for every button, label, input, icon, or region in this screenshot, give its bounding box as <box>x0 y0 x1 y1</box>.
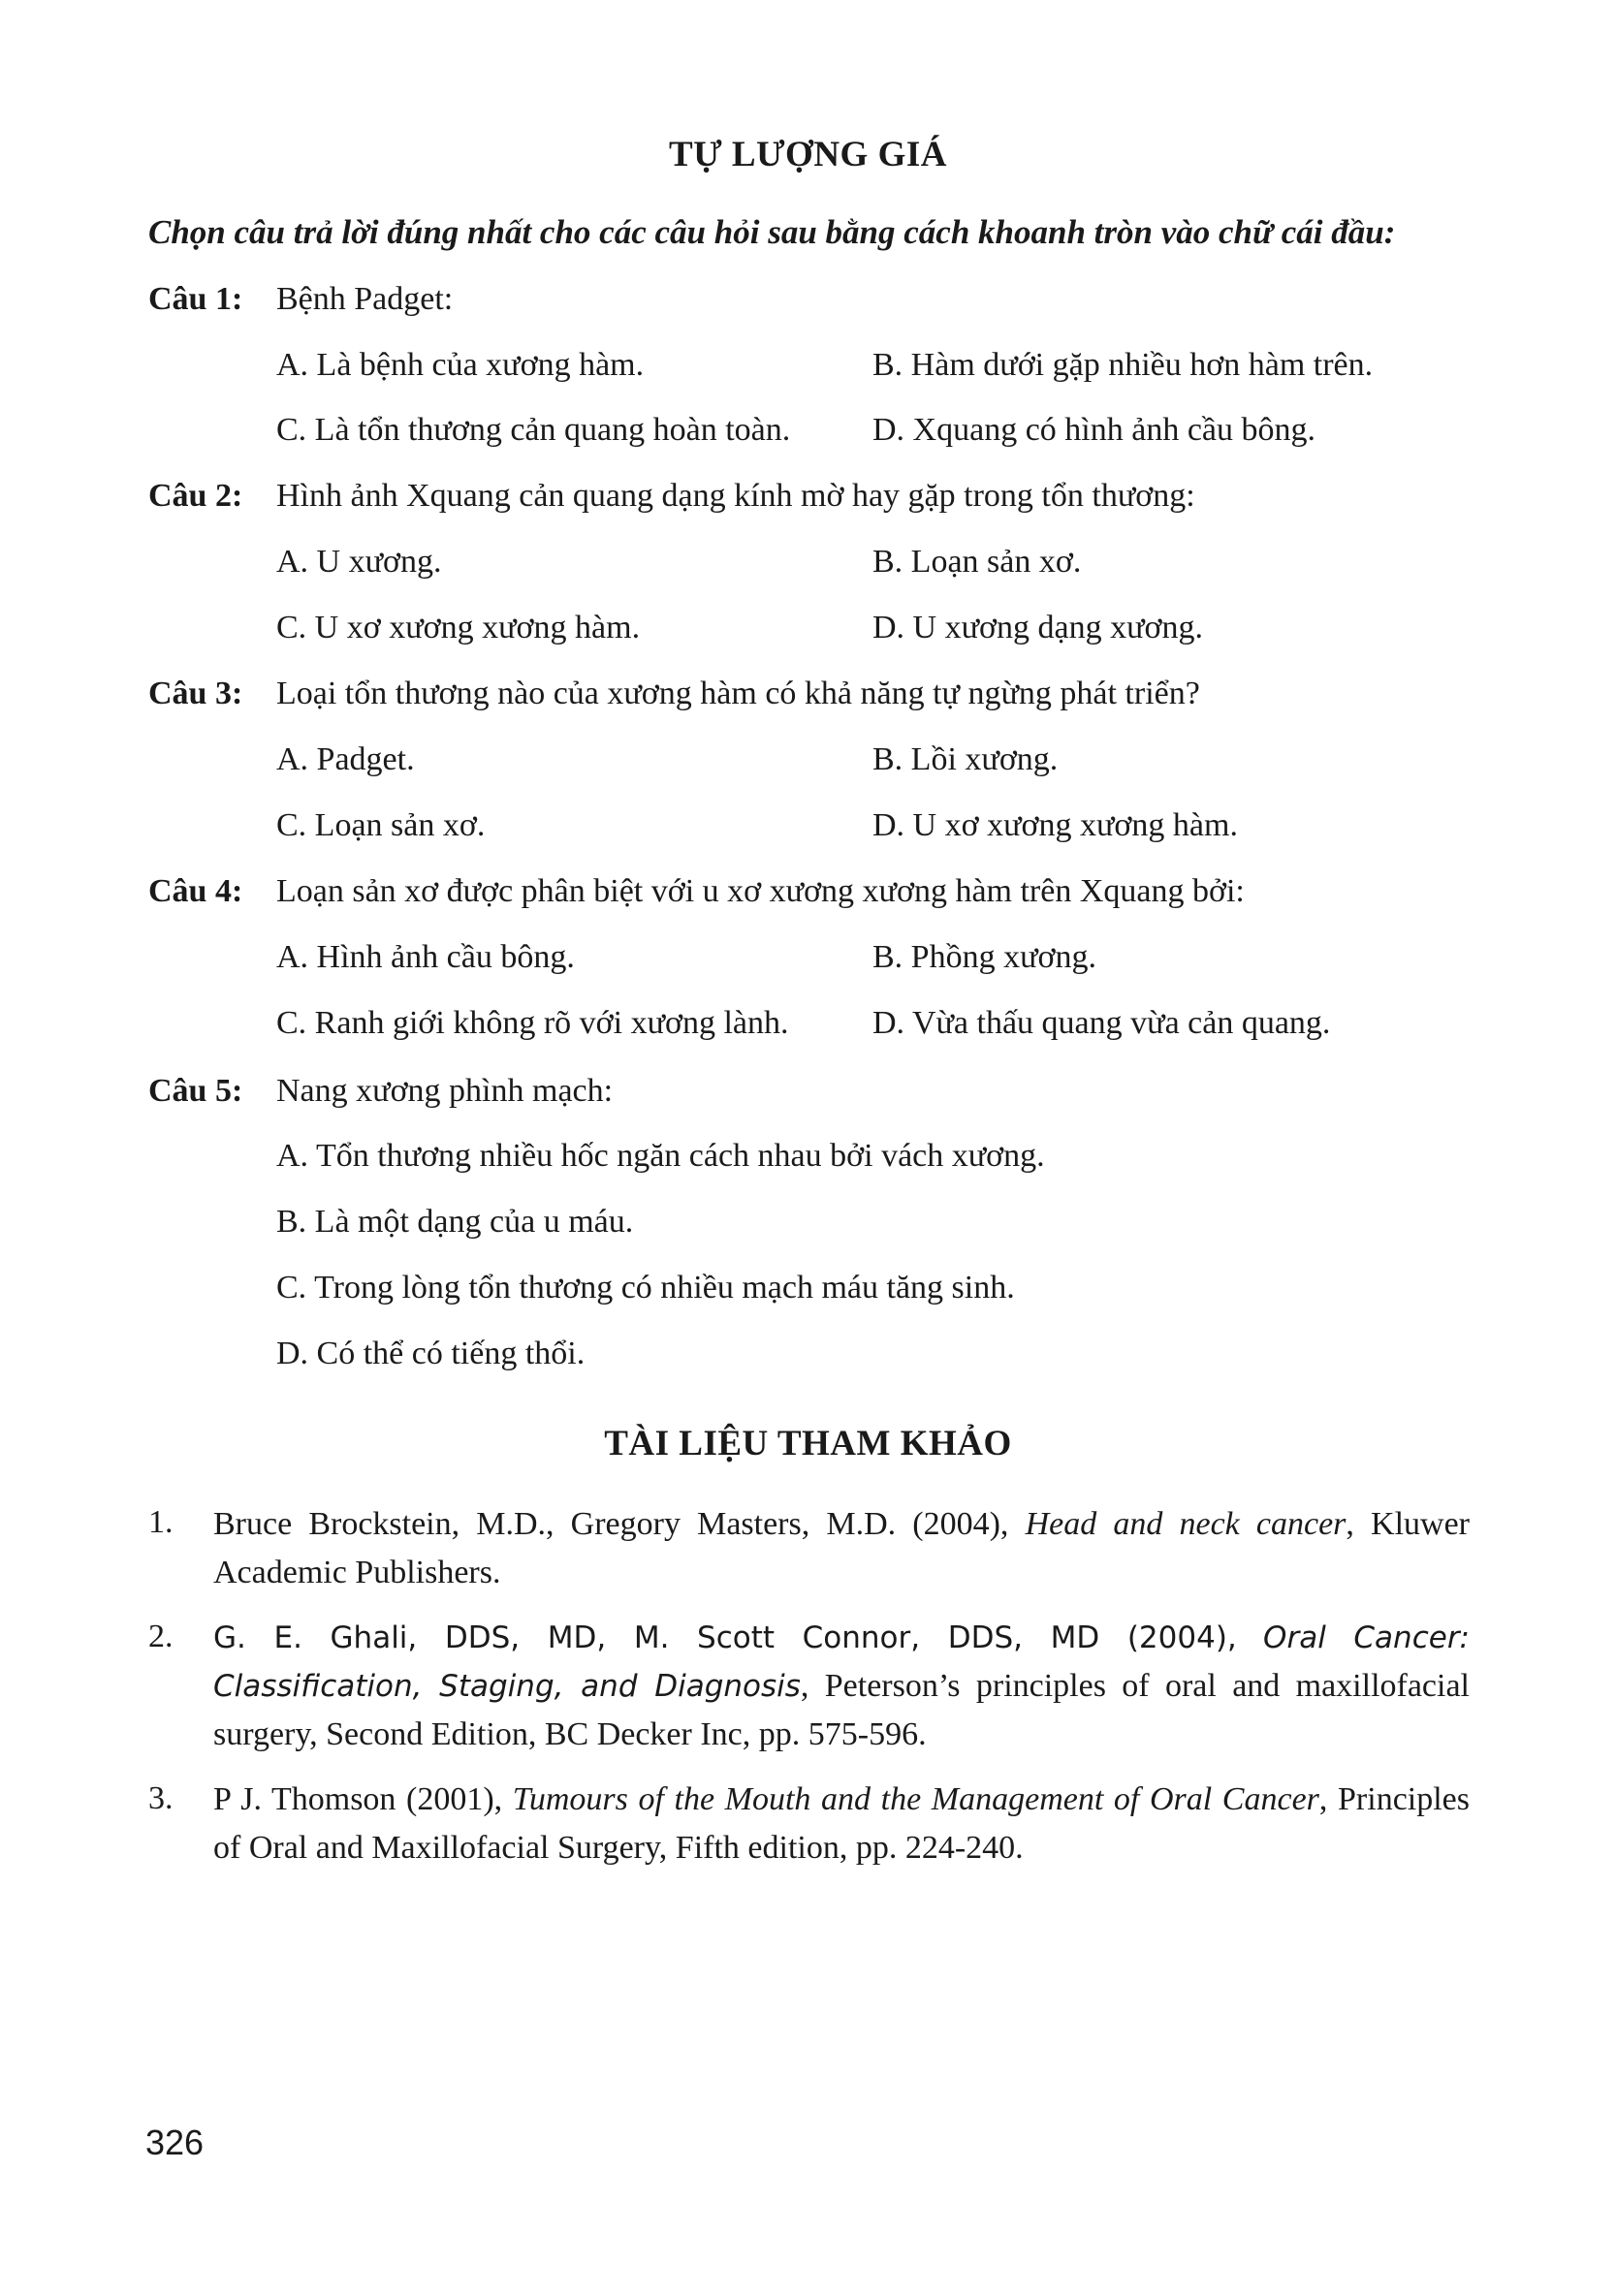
reference-2-work: Oral Cancer: Classification, Staging, and Diagnosis <box>213 1620 1471 1704</box>
question-4-option-d: D. Vừa thấu quang vừa cản quang. <box>872 1005 1331 1041</box>
question-2-option-c: C. U xơ xương xương hàm. <box>276 610 641 645</box>
question-5-option-c: C. Trong lòng tổn thương có nhiều mạch máu tăng sinh. <box>276 1270 1015 1305</box>
page-number: 326 <box>145 2123 205 2162</box>
question-1-number: Câu 1: <box>148 281 243 317</box>
question-3-text: Loại tổn thương nào của xương hàm có khả năng tự ngừng phát triển? <box>276 676 1200 711</box>
question-4-option-a: A. Hình ảnh cầu bông. <box>276 939 575 975</box>
question-1-text: Bệnh Padget: <box>276 281 454 317</box>
question-5-option-a: A. Tổn thương nhiều hốc ngăn cách nhau bởi vách xương. <box>276 1138 1045 1174</box>
question-5-option-b: B. Là một dạng của u máu. <box>276 1204 634 1240</box>
question-3-number: Câu 3: <box>148 676 243 711</box>
question-1-option-c: C. Là tổn thương cản quang hoàn toàn. <box>276 412 791 448</box>
question-2-option-b: B. Loạn sản xơ. <box>872 544 1082 580</box>
reference-3-authors: P J. Thomson (2001), <box>213 1781 503 1817</box>
question-4-option-c: C. Ranh giới không rõ với xương lành. <box>276 1005 789 1041</box>
reference-1-rest: , Kluwer Academic Publishers. <box>213 1506 1471 1590</box>
question-1-option-b: B. Hàm dưới gặp nhiều hơn hàm trên. <box>872 347 1374 383</box>
self-assessment-title: TỰ LƯỢNG GIÁ <box>669 135 947 174</box>
question-3-option-b: B. Lồi xương. <box>872 741 1059 777</box>
question-5-option-d: D. Có thể có tiếng thổi. <box>276 1336 586 1371</box>
reference-3-work: Tumours of the Mouth and the Management of Oral Cancer <box>512 1781 1319 1817</box>
question-4-text: Loạn sản xơ được phân biệt với u xơ xương xương hàm trên Xquang bởi: <box>276 873 1245 909</box>
question-5-text: Nang xương phình mạch: <box>276 1073 614 1109</box>
reference-1 <box>213 1500 1470 1597</box>
reference-1-number: 1. <box>148 1504 174 1540</box>
question-4-number: Câu 4: <box>148 873 243 909</box>
reference-2-number: 2. <box>148 1619 174 1654</box>
question-3-option-d: D. U xơ xương xương hàm. <box>872 807 1238 843</box>
question-3-option-c: C. Loạn sản xơ. <box>276 807 486 843</box>
question-5-number: Câu 5: <box>148 1073 243 1109</box>
question-1-option-d: D. Xquang có hình ảnh cầu bông. <box>872 412 1316 448</box>
reference-1-work: Head and neck cancer <box>1025 1506 1347 1542</box>
question-2-option-a: A. U xương. <box>276 544 442 580</box>
question-3-option-a: A. Padget. <box>276 741 415 777</box>
instruction-text: Chọn câu trả lời đúng nhất cho các câu hỏi sau bằng cách khoanh tròn vào chữ cái đầu: <box>148 213 1396 251</box>
reference-2-authors: G. E. Ghali, DDS, MD, M. Scott Connor, DDS, MD (2004), <box>213 1620 1237 1655</box>
reference-1-authors: Bruce Brockstein, M.D., Gregory Masters, M.D. (2004), <box>213 1506 1009 1542</box>
question-2-number: Câu 2: <box>148 478 243 514</box>
reference-3-number: 3. <box>148 1780 174 1816</box>
reference-3 <box>213 1776 1470 1872</box>
question-4-option-b: B. Phồng xương. <box>872 939 1096 975</box>
reference-2-rest: , Peterson’s principles of oral and maxillofacial surgery, Second Edition, BC Decker Inc, pp. 575-596. <box>213 1668 1470 1752</box>
question-2-text: Hình ảnh Xquang cản quang dạng kính mờ hay gặp trong tổn thương: <box>276 478 1195 514</box>
reference-2 <box>213 1614 1470 1759</box>
question-1-option-a: A. Là bệnh của xương hàm. <box>276 347 645 383</box>
references-title: TÀI LIỆU THAM KHẢO <box>604 1424 1012 1463</box>
reference-3-rest: , Principles of Oral and Maxillofacial Surgery, Fifth edition, pp. 224-240. <box>213 1781 1470 1866</box>
question-2-option-d: D. U xương dạng xương. <box>872 610 1204 645</box>
